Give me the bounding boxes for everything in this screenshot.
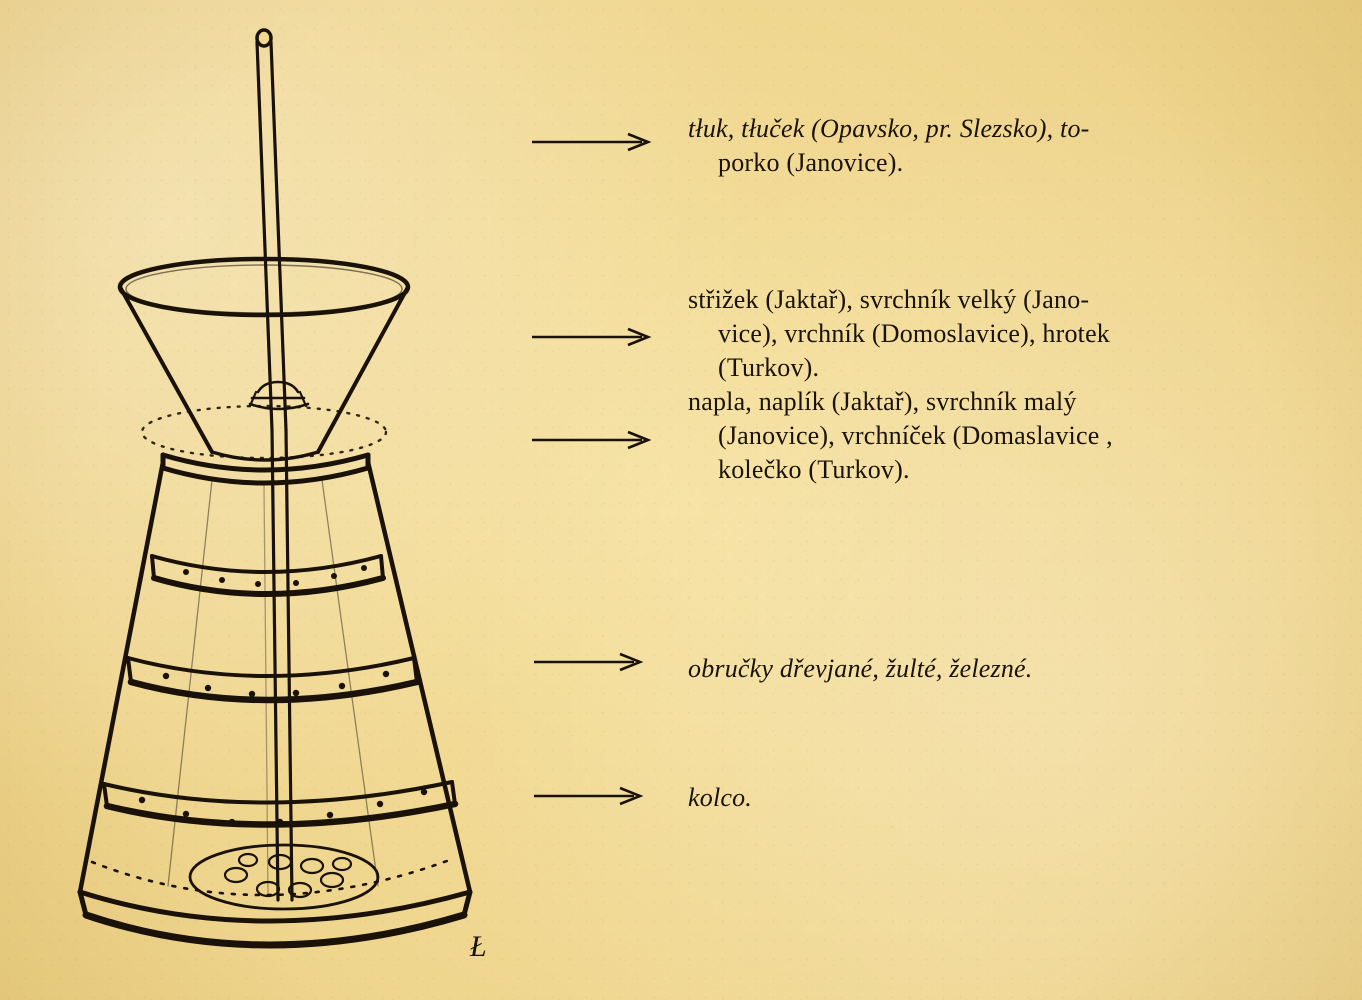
label-column	[688, 0, 1328, 1000]
arrow-right-icon-1	[530, 130, 660, 154]
arrow-right-icon-4	[532, 650, 652, 674]
label-napla-line-3: kolečko (Turkov).	[718, 454, 910, 484]
label-strizek-line-1: střižek (Jaktař), svrchník velký (Jano-	[688, 285, 1090, 314]
label-kolco-line-1: kolco.	[688, 783, 753, 812]
label-obrucky-line-1: obručky dřevjané, žulté, železné.	[688, 654, 1033, 683]
arrow-right-icon-2	[530, 325, 660, 349]
label-napla	[688, 385, 1113, 486]
artist-signature: Ł	[470, 930, 485, 963]
arrow-right-icon-5	[532, 784, 652, 808]
plunger-knob-icon	[257, 30, 271, 46]
plunger-disc-holes	[225, 854, 351, 897]
label-napla-line-1: napla, naplík (Jaktař), svrchník malý	[688, 387, 1077, 416]
arrow-right-icon-3	[530, 428, 660, 452]
label-napla-line-2: (Janovice), vrchníček (Domaslavice ,	[718, 420, 1113, 450]
label-tluk-line-1-term: tłuk, tłuček (Opavsko, pr. Slezsko), to-	[688, 114, 1090, 143]
label-strizek	[688, 283, 1110, 384]
label-tluk-line-2: porko (Janovice).	[718, 147, 904, 177]
label-obrucky	[688, 652, 1033, 686]
label-kolco	[688, 781, 752, 815]
label-strizek-line-2: vice), vrchník (Domoslavice), hrotek	[718, 318, 1111, 348]
label-strizek-line-3: (Turkov).	[718, 352, 820, 382]
label-tluk	[688, 112, 1090, 180]
